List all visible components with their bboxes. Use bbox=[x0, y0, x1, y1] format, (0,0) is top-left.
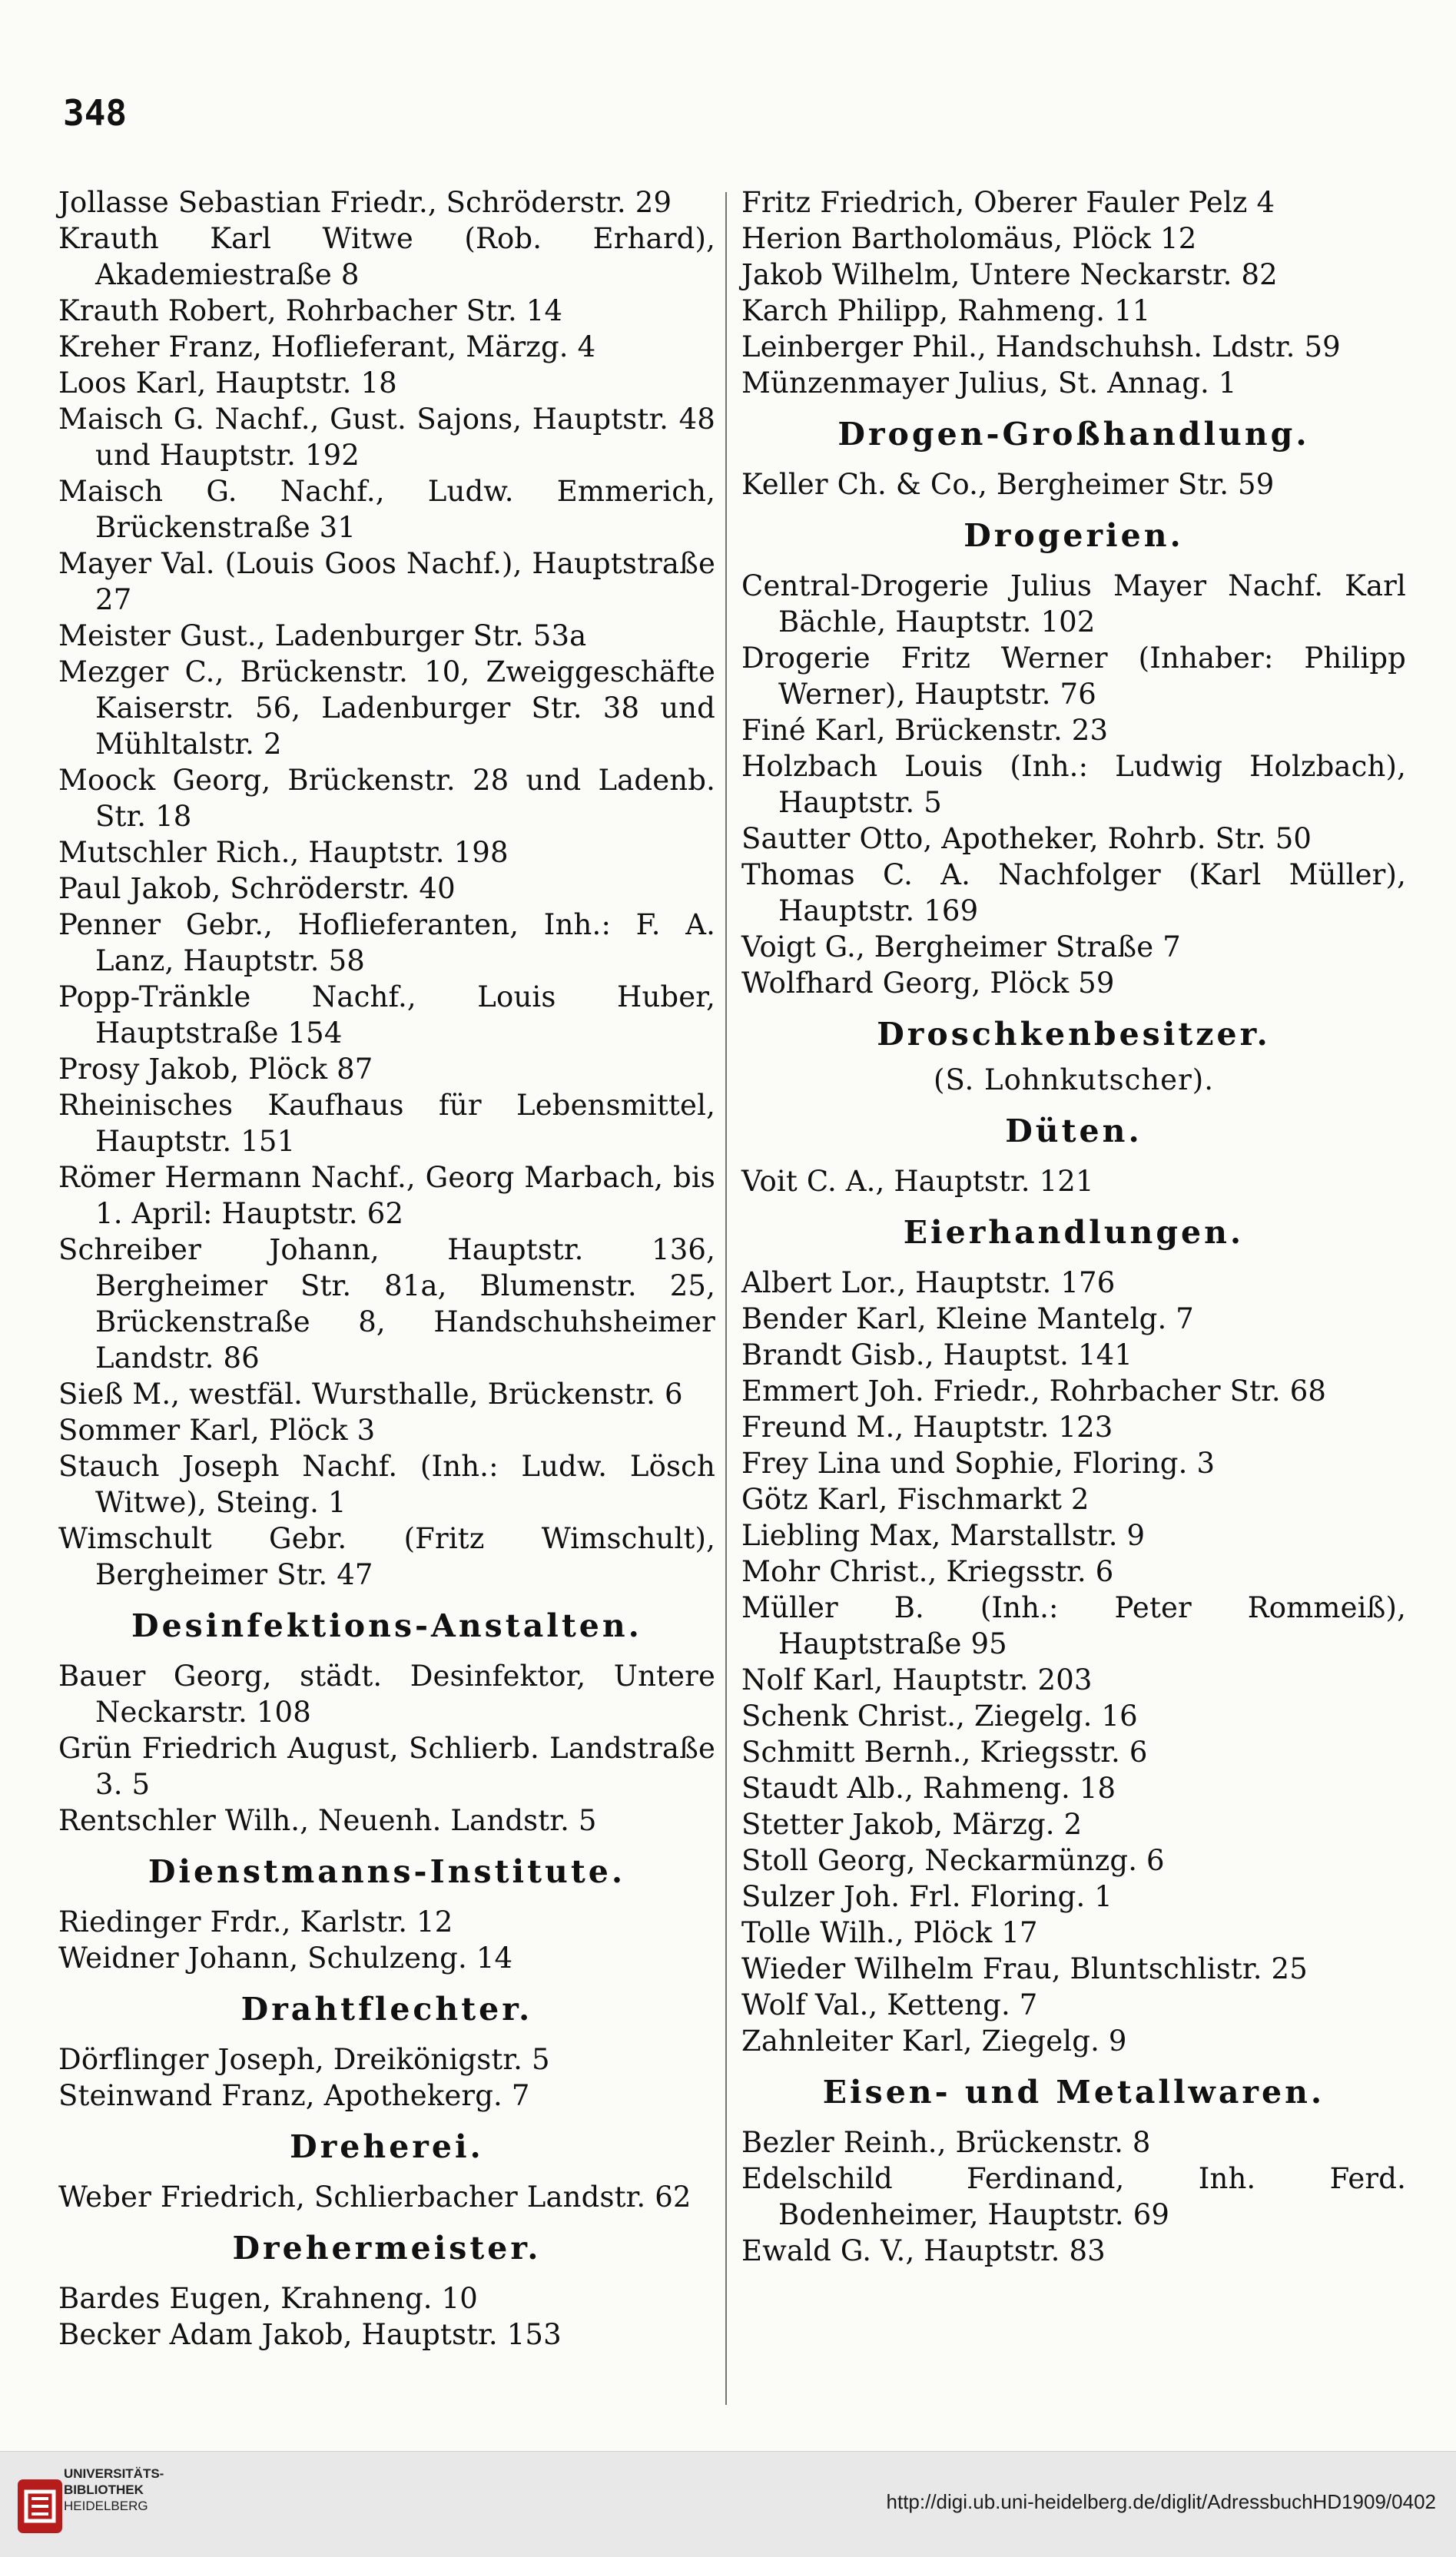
right-column bbox=[741, 184, 1406, 2269]
section-heading: Eisen- und Metallwaren. bbox=[822, 2074, 1325, 2111]
address-entry: Central-Drogerie Julius Mayer Nachf. Karl Bächle, Hauptstr. 102 bbox=[741, 569, 1406, 638]
address-entry: Frey Lina und Sophie, Floring. 3 bbox=[741, 1447, 1216, 1480]
address-entry: Wolfhard Georg, Plöck 59 bbox=[741, 967, 1115, 1000]
address-entry: Staudt Alb., Rahmeng. 18 bbox=[741, 1772, 1116, 1805]
address-entry: Wieder Wilhelm Frau, Bluntschlistr. 25 bbox=[741, 1952, 1308, 1985]
address-entry: Brandt Gisb., Hauptst. 141 bbox=[741, 1338, 1133, 1371]
address-entry: Edelschild Ferdinand, Inh. Ferd. Bodenheimer, Hauptstr. 69 bbox=[741, 2162, 1406, 2231]
section-heading: Drehermeister. bbox=[232, 2230, 542, 2267]
address-entry: Voit C. A., Hauptstr. 121 bbox=[741, 1165, 1094, 1198]
address-entry: Zahnleiter Karl, Ziegelg. 9 bbox=[741, 2025, 1127, 2058]
library-name: UNIVERSITÄTS- BIBLIOTHEK HEIDELBERG bbox=[64, 2466, 164, 2513]
section-heading: Drogen-Großhandlung. bbox=[837, 416, 1310, 453]
address-entry: Ewald G. V., Hauptstr. 83 bbox=[741, 2234, 1106, 2267]
section-heading: Droschkenbesitzer. bbox=[877, 1016, 1271, 1053]
address-entry: Riedinger Frdr., Karlstr. 12 bbox=[58, 1905, 453, 1938]
address-entry: Schenk Christ., Ziegelg. 16 bbox=[741, 1700, 1138, 1733]
address-entry: Penner Gebr., Hoflieferanten, Inh.: F. A. Lanz, Hauptstr. 58 bbox=[58, 908, 715, 977]
section-heading: Desinfektions-Anstalten. bbox=[131, 1607, 642, 1644]
address-entry: Bender Karl, Kleine Mantelg. 7 bbox=[741, 1302, 1195, 1335]
address-entry: Sautter Otto, Apotheker, Rohrb. Str. 50 bbox=[741, 822, 1312, 855]
address-entry: Emmert Joh. Friedr., Rohrbacher Str. 68 bbox=[741, 1375, 1327, 1408]
address-entry: Mayer Val. (Louis Goos Nachf.), Hauptstraße 27 bbox=[58, 547, 715, 616]
address-entry: Bardes Eugen, Krahneng. 10 bbox=[58, 2282, 479, 2315]
address-entry: Holzbach Louis (Inh.: Ludwig Holzbach), Hauptstr. 5 bbox=[741, 750, 1406, 819]
address-entry: Wimschult Gebr. (Fritz Wimschult), Bergheimer Str. 47 bbox=[58, 1522, 715, 1591]
address-entry: Weber Friedrich, Schlierbacher Landstr. 62 bbox=[58, 2181, 692, 2214]
address-entry: Sulzer Joh. Frl. Floring. 1 bbox=[741, 1880, 1113, 1913]
left-column bbox=[58, 184, 715, 2353]
address-entry: Münzenmayer Julius, St. Annag. 1 bbox=[741, 366, 1237, 400]
address-entry: Wolf Val., Ketteng. 7 bbox=[741, 1988, 1038, 2021]
address-entry: Tolle Wilh., Plöck 17 bbox=[741, 1916, 1038, 1949]
address-entry: Mohr Christ., Kriegsstr. 6 bbox=[741, 1555, 1114, 1588]
address-entry: Schmitt Bernh., Kriegsstr. 6 bbox=[741, 1736, 1148, 1769]
address-entry: Albert Lor., Hauptstr. 176 bbox=[741, 1266, 1116, 1299]
address-entry: Prosy Jakob, Plöck 87 bbox=[58, 1053, 373, 1086]
seal-mark-icon bbox=[18, 2479, 62, 2533]
address-entry: Sieß M., westfäl. Wursthalle, Brückenstr. 6 bbox=[58, 1378, 683, 1411]
address-entry: Maisch G. Nachf., Gust. Sajons, Hauptstr. 48 und Hauptstr. 192 bbox=[58, 403, 715, 472]
address-entry: Finé Karl, Brückenstr. 23 bbox=[741, 714, 1109, 747]
address-entry: Nolf Karl, Hauptstr. 203 bbox=[741, 1663, 1093, 1696]
address-entry: Moock Georg, Brückenstr. 28 und Ladenb. Str. 18 bbox=[58, 764, 715, 833]
source-url[interactable]: http://digi.ub.uni-heidelberg.de/diglit/AdressbuchHD1909/0402 bbox=[886, 2490, 1436, 2513]
address-entry: Stauch Joseph Nachf. (Inh.: Ludw. Lösch Witwe), Steing. 1 bbox=[58, 1450, 715, 1519]
address-entry: Drogerie Fritz Werner (Inhaber: Philipp Werner), Hauptstr. 76 bbox=[741, 642, 1406, 711]
address-entry: Krauth Robert, Rohrbacher Str. 14 bbox=[58, 294, 563, 327]
address-entry: Fritz Friedrich, Oberer Fauler Pelz 4 bbox=[741, 186, 1275, 219]
address-entry: Maisch G. Nachf., Ludw. Emmerich, Brückenstraße 31 bbox=[58, 475, 715, 544]
section-heading: Dreherei. bbox=[290, 2128, 484, 2165]
address-entry: Römer Hermann Nachf., Georg Marbach, bis 1. April: Hauptstr. 62 bbox=[58, 1161, 715, 1230]
address-entry: Mutschler Rich., Hauptstr. 198 bbox=[58, 836, 509, 869]
page-number: 348 bbox=[63, 92, 128, 134]
column-divider bbox=[725, 192, 727, 2405]
address-entry: Sommer Karl, Plöck 3 bbox=[58, 1414, 376, 1447]
address-entry: Grün Friedrich August, Schlierb. Landstraße 3. 5 bbox=[58, 1732, 715, 1801]
address-entry: Becker Adam Jakob, Hauptstr. 153 bbox=[58, 2318, 562, 2351]
address-entry: Krauth Karl Witwe (Rob. Erhard), Akademiestraße 8 bbox=[58, 222, 715, 291]
address-entry: Dörflinger Joseph, Dreikönigstr. 5 bbox=[58, 2043, 550, 2076]
address-entry: Götz Karl, Fischmarkt 2 bbox=[741, 1483, 1090, 1516]
section-heading: Dienstmanns-Institute. bbox=[148, 1853, 626, 1890]
address-entry: Mezger C., Brückenstr. 10, Zweiggeschäfte Kaiserstr. 56, Ladenburger Str. 38 und Mühltalstr. 2 bbox=[58, 655, 715, 761]
section-heading: Düten. bbox=[1005, 1113, 1143, 1149]
address-entry: Müller B. (Inh.: Peter Rommeiß), Hauptstraße 95 bbox=[741, 1591, 1406, 1660]
address-entry: Jakob Wilhelm, Untere Neckarstr. 82 bbox=[741, 258, 1278, 291]
address-entry: Thomas C. A. Nachfolger (Karl Müller), Hauptstr. 169 bbox=[741, 858, 1406, 927]
address-entry: Voigt G., Bergheimer Straße 7 bbox=[741, 930, 1181, 963]
section-heading: Drahtflechter. bbox=[240, 1991, 533, 2028]
address-entry: Rentschler Wilh., Neuenh. Landstr. 5 bbox=[58, 1804, 597, 1837]
address-entry: Freund M., Hauptstr. 123 bbox=[741, 1411, 1113, 1444]
viewer-footer bbox=[0, 2451, 1456, 2557]
address-entry: Popp-Tränkle Nachf., Louis Huber, Hauptstraße 154 bbox=[58, 980, 715, 1050]
address-entry: Kreher Franz, Hoflieferant, Märzg. 4 bbox=[58, 330, 596, 363]
address-entry: Loos Karl, Hauptstr. 18 bbox=[58, 366, 397, 400]
address-entry: Karch Philipp, Rahmeng. 11 bbox=[741, 294, 1151, 327]
address-entry: Leinberger Phil., Handschuhsh. Ldstr. 59 bbox=[741, 330, 1341, 363]
section-heading: Drogerien. bbox=[963, 517, 1184, 554]
address-entry: Stoll Georg, Neckarmünzg. 6 bbox=[741, 1844, 1165, 1877]
address-entry: Keller Ch. & Co., Bergheimer Str. 59 bbox=[741, 468, 1275, 501]
address-entry: Jollasse Sebastian Friedr., Schröderstr. 29 bbox=[58, 186, 672, 219]
address-entry: Stetter Jakob, Märzg. 2 bbox=[741, 1808, 1083, 1841]
section-heading: Eierhandlungen. bbox=[903, 1214, 1245, 1251]
cross-reference: (S. Lohnkutscher). bbox=[934, 1063, 1214, 1096]
address-entry: Herion Bartholomäus, Plöck 12 bbox=[741, 222, 1197, 255]
address-entry: Rheinisches Kaufhaus für Lebensmittel, Hauptstr. 151 bbox=[58, 1089, 715, 1158]
address-entry: Bezler Reinh., Brückenstr. 8 bbox=[741, 2126, 1151, 2159]
address-entry: Paul Jakob, Schröderstr. 40 bbox=[58, 872, 456, 905]
address-entry: Schreiber Johann, Hauptstr. 136, Bergheimer Str. 81a, Blumenstr. 25, Brückenstraße 8, Handschuhsheimer Landstr. 86 bbox=[58, 1233, 715, 1375]
address-entry: Liebling Max, Marstallstr. 9 bbox=[741, 1519, 1146, 1552]
address-entry: Meister Gust., Ladenburger Str. 53a bbox=[58, 619, 587, 652]
address-entry: Bauer Georg, städt. Desinfektor, Untere Neckarstr. 108 bbox=[58, 1660, 715, 1729]
address-entry: Weidner Johann, Schulzeng. 14 bbox=[58, 1942, 513, 1975]
address-entry: Steinwand Franz, Apothekerg. 7 bbox=[58, 2079, 530, 2112]
